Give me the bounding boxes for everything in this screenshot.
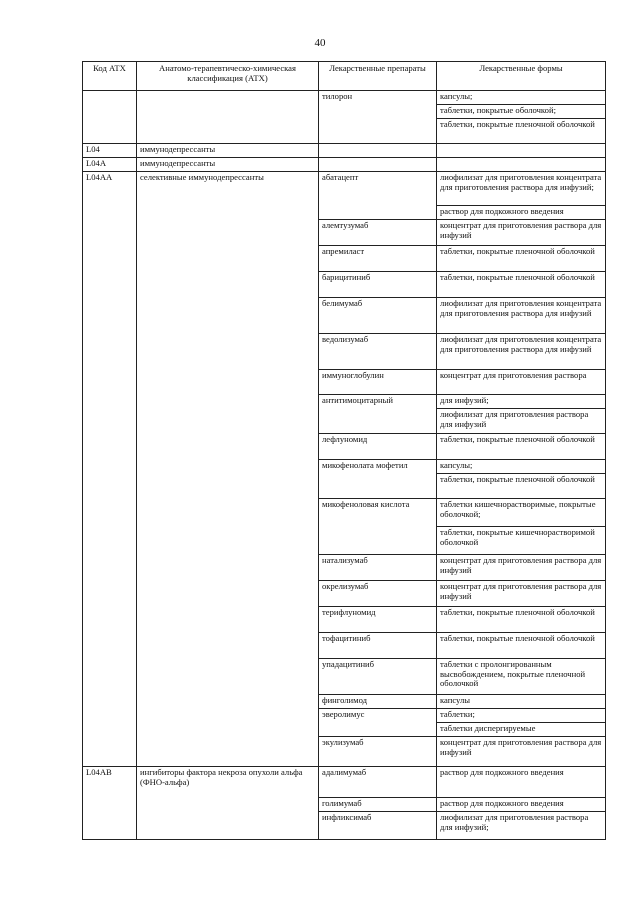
dosage-form-cell: таблетки, покрытые пленочной оболочкой [437,246,606,272]
drug-name-cell [319,144,437,158]
drug-name-cell: адалимумаб [319,767,437,798]
dosage-form-cell: концентрат для приготовления раствора для инфузий [437,220,606,246]
table-header [83,62,606,91]
drug-name-cell: иммуноглобулин [319,370,437,395]
drug-name-cell: микофеноловая кислота [319,499,437,555]
drug-name-cell: микофенолата мофетил [319,460,437,499]
dosage-form-cell: концентрат для приготовления раствора [437,370,606,395]
page-number: 40 [314,37,326,49]
dosage-form-cell: таблетки кишечнорастворимые, покрытые оболочкой; [437,499,606,527]
dosage-form-cell: лиофилизат для приготовления концентрата для приготовления раствора для инфузий; [437,172,606,206]
drug-name-cell: абатацепт [319,172,437,220]
drug-name-cell: барицитиниб [319,272,437,298]
drug-name-cell: натализумаб [319,555,437,581]
drug-name-cell: окрелизумаб [319,581,437,607]
dosage-form-cell: таблетки, покрытые пленочной оболочкой [437,119,606,144]
drug-name-cell: антитимоцитарный [319,395,437,434]
atc-classification-cell: селективные иммунодепрессанты [137,172,319,767]
dosage-form-cell: концентрат для приготовления раствора для инфузий [437,581,606,607]
drug-name-cell: экулизумаб [319,737,437,767]
drug-name-cell: эверолимус [319,709,437,737]
drug-name-cell: лефлуномид [319,434,437,460]
dosage-form-cell: раствор для подкожного введения [437,206,606,220]
table-body [83,91,606,840]
dosage-form-cell: таблетки; [437,709,606,723]
table-row [83,144,606,158]
drug-name-cell: ведолизумаб [319,334,437,370]
dosage-form-cell [437,158,606,172]
header-forms: Лекарственные формы [437,62,606,91]
table-row [83,172,606,206]
dosage-form-cell: таблетки, покрытые пленочной оболочкой [437,474,606,499]
dosage-form-cell: таблетки, покрытые пленочной оболочкой [437,434,606,460]
drug-name-cell [319,158,437,172]
table-row [83,91,606,105]
dosage-form-cell: раствор для подкожного введения [437,767,606,798]
header-classification: Анатомо-терапевтическо-химическая классификация (АТХ) [137,62,319,91]
drug-name-cell: голимумаб [319,798,437,812]
atc-code-cell [83,91,137,144]
dosage-form-cell: таблетки, покрытые пленочной оболочкой [437,272,606,298]
atc-code-cell: L04A [83,158,137,172]
dosage-form-cell: капсулы [437,695,606,709]
drug-name-cell: белимумаб [319,298,437,334]
drug-name-cell: апремиласт [319,246,437,272]
drug-name-cell: упадацитиниб [319,659,437,695]
dosage-form-cell: капсулы; [437,91,606,105]
drug-name-cell: терифлуномид [319,607,437,633]
drug-name-cell: тилорон [319,91,437,144]
dosage-form-cell: таблетки, покрытые кишечнорастворимой оболочкой [437,527,606,555]
atc-code-cell: L04 [83,144,137,158]
atc-classification-cell [137,91,319,144]
drug-name-cell: финголимод [319,695,437,709]
dosage-form-cell: таблетки диспергируемые [437,723,606,737]
dosage-form-cell: раствор для подкожного введения [437,798,606,812]
dosage-form-cell: лиофилизат для приготовления концентрата для приготовления раствора для инфузий [437,334,606,370]
atc-code-cell: L04AA [83,172,137,767]
atc-classification-cell: ингибиторы фактора некроза опухоли альфа (ФНО-альфа) [137,767,319,840]
dosage-form-cell: таблетки, покрытые пленочной оболочкой [437,633,606,659]
drug-name-cell: алемтузумаб [319,220,437,246]
drug-name-cell: тофацитиниб [319,633,437,659]
header-drugs: Лекарственные препараты [319,62,437,91]
dosage-form-cell: лиофилизат для приготовления раствора для инфузий; [437,812,606,840]
drug-name-cell: инфликсимаб [319,812,437,840]
dosage-form-cell: для инфузий; [437,395,606,409]
atc-code-cell: L04AB [83,767,137,840]
dosage-form-cell [437,144,606,158]
dosage-form-cell: лиофилизат для приготовления раствора для инфузий [437,409,606,434]
dosage-form-cell: таблетки с пролонгированным высвобождением, покрытые пленочной оболочкой [437,659,606,695]
header-code: Код АТХ [83,62,137,91]
table-row [83,767,606,798]
dosage-form-cell: таблетки, покрытые пленочной оболочкой [437,607,606,633]
dosage-form-cell: концентрат для приготовления раствора для инфузий [437,737,606,767]
atc-classification-cell: иммунодепрессанты [137,158,319,172]
atc-classification-cell: иммунодепрессанты [137,144,319,158]
dosage-form-cell: лиофилизат для приготовления концентрата для приготовления раствора для инфузий [437,298,606,334]
table-row [83,158,606,172]
dosage-form-cell: концентрат для приготовления раствора для инфузий [437,555,606,581]
atc-drug-table [82,61,606,840]
dosage-form-cell: таблетки, покрытые оболочкой; [437,105,606,119]
dosage-form-cell: капсулы; [437,460,606,474]
